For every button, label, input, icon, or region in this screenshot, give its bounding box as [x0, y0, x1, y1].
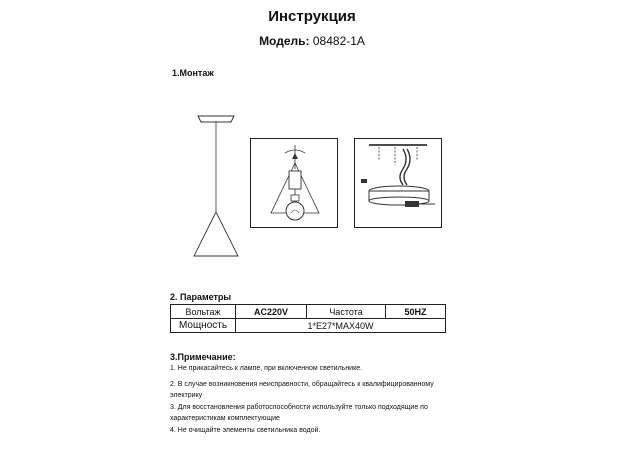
- note-3: 3. Для восстановления работоспособности используйте только подходящие по характеристикам комплектующие: [170, 404, 428, 422]
- ceiling-mounting-diagram: [355, 139, 441, 227]
- document-title: Инструкция: [268, 8, 356, 25]
- ceiling-mounting-panel: [354, 138, 442, 228]
- light-bulb-icon: [286, 202, 304, 220]
- screw-head-icon: [361, 179, 367, 183]
- section-notes-title: 3.Примечание:: [170, 352, 236, 362]
- model-line: [0, 34, 624, 48]
- power-label: Мощность: [171, 319, 236, 333]
- voltage-value: AC220V: [236, 305, 307, 319]
- frequency-label: Частота: [307, 305, 386, 319]
- model-label: Модель:: [259, 34, 310, 48]
- arrow-up-icon: [292, 153, 298, 159]
- ceiling-canopy: [198, 116, 234, 122]
- frequency-value: 50HZ: [386, 305, 446, 319]
- terminal-block-icon: [405, 201, 419, 207]
- bulb-installation-panel: [250, 138, 338, 228]
- model-value: 08482-1A: [312, 34, 365, 48]
- table-row: [171, 319, 446, 333]
- note-2: 2. В случае возникновения неисправности, обращайтесь к квалифицированному электрику: [170, 381, 434, 399]
- wire-icon: [400, 149, 406, 185]
- section-mounting-title: 1.Монтаж: [172, 68, 214, 78]
- note-4: 4. Не очищайте элементы светильника водой.: [170, 427, 321, 434]
- table-row: [171, 305, 446, 319]
- note-1: 1. Не прикасайтесь к лампе, при включенном светильнике.: [170, 365, 363, 372]
- section-params-title: 2. Параметры: [170, 292, 232, 302]
- socket-icon: [289, 171, 301, 189]
- bulb-installation-diagram: [251, 139, 337, 227]
- power-value: 1*E27*MAX40W: [236, 319, 446, 333]
- notes-list: [170, 363, 460, 436]
- voltage-label: Вольтаж: [171, 305, 236, 319]
- parameters-table: [170, 304, 446, 333]
- pendant-lamp-illustration: [186, 108, 246, 264]
- cone-shade: [194, 212, 238, 256]
